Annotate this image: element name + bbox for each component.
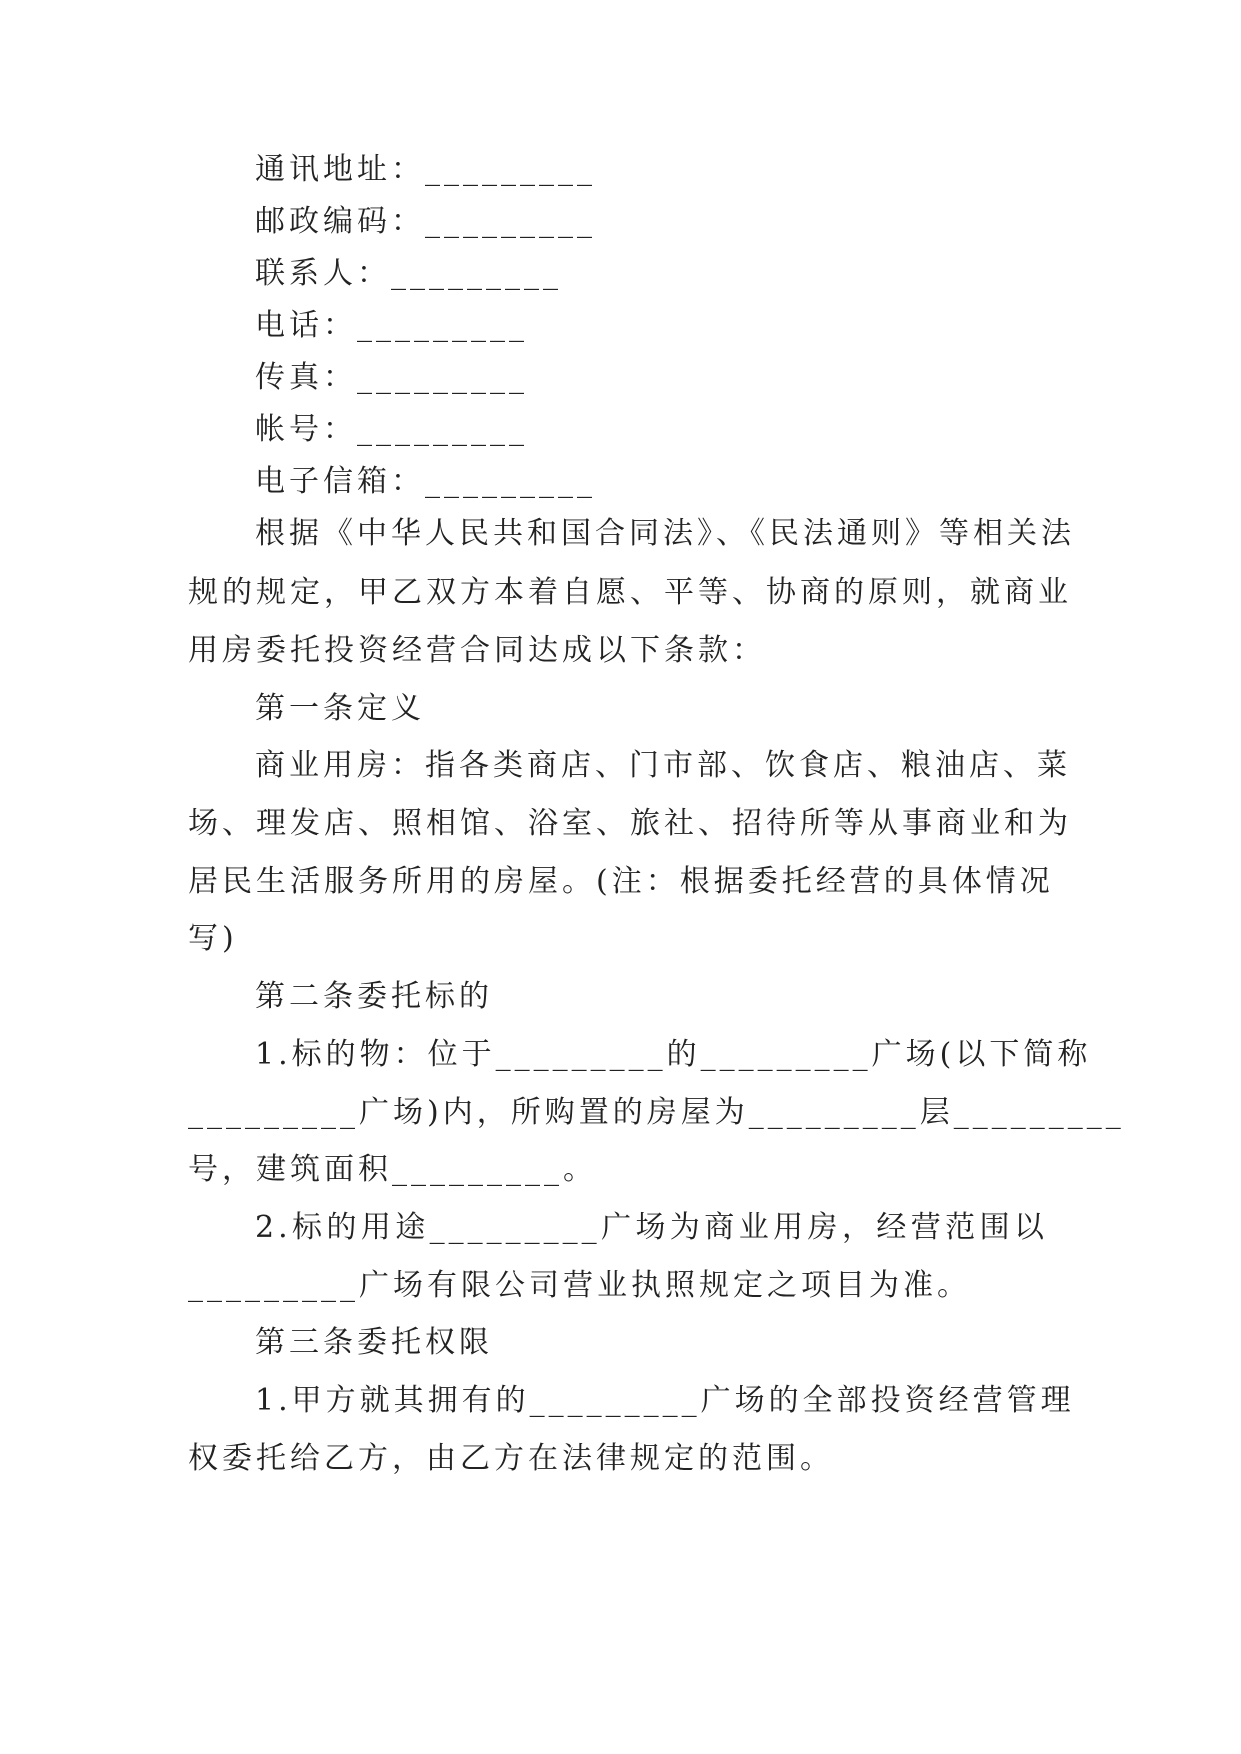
contact-address-field: 通讯地址：_________: [255, 152, 596, 187]
contact-person-field: 联系人：_________: [255, 256, 562, 291]
preamble-line: 规的规定，甲乙双方本着自愿、平等、协商的原则，就商业: [188, 575, 1072, 610]
contact-account-field: 帐号：_________: [255, 412, 528, 447]
article2-item1-line: 1.标的物：位于_________的_________广场(以下简称: [255, 1037, 1092, 1072]
article2-item1-line: _________广场)内，所购置的房屋为_________层_________: [188, 1095, 1125, 1130]
preamble-line: 根据《中华人民共和国合同法》、《民法通则》等相关法: [255, 516, 1075, 551]
article2-item2-line: 2.标的用途_________广场为商业用房，经营范围以: [255, 1210, 1048, 1245]
article1-body-line: 场、理发店、照相馆、浴室、旅社、招待所等从事商业和为: [188, 806, 1072, 841]
article2-item1-line: 号，建筑面积_________。: [188, 1152, 597, 1187]
contact-email-field: 电子信箱：_________: [255, 464, 596, 499]
article3-title: 第三条委托权限: [255, 1325, 493, 1360]
article2-item2-line: _________广场有限公司营业执照规定之项目为准。: [188, 1268, 971, 1303]
article2-title: 第二条委托标的: [255, 979, 493, 1014]
article3-item1-line: 1.甲方就其拥有的_________广场的全部投资经营管理: [255, 1383, 1075, 1418]
contact-fax-field: 传真：_________: [255, 360, 528, 395]
article1-title: 第一条定义: [255, 691, 425, 726]
contact-postcode-field: 邮政编码：_________: [255, 204, 596, 239]
preamble-line: 用房委托投资经营合同达成以下条款：: [188, 633, 766, 668]
article1-body-line: 商业用房：指各类商店、门市部、饮食店、粮油店、菜: [255, 748, 1071, 783]
article1-body-line: 居民生活服务所用的房屋。(注：根据委托经营的具体情况: [188, 864, 1054, 899]
article3-item1-line: 权委托给乙方，由乙方在法律规定的范围。: [188, 1441, 834, 1476]
contact-phone-field: 电话：_________: [255, 308, 528, 343]
article1-body-line: 写): [188, 921, 238, 956]
